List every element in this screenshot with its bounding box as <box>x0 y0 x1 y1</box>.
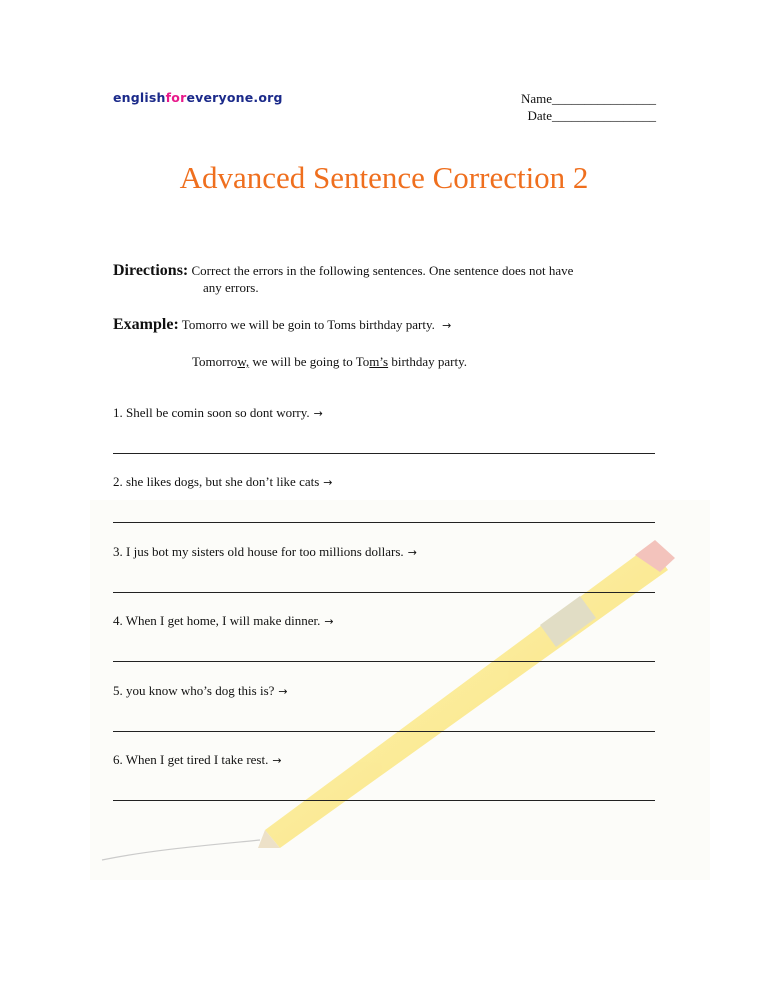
answer-correction: m’s <box>369 354 389 369</box>
directions-label: Directions: <box>113 262 189 279</box>
answer-correction: w, <box>237 354 250 369</box>
logo-part-english: english <box>113 90 166 105</box>
arrow-icon: → <box>323 476 333 489</box>
question-text: 3. I jus bot my sisters old house for too millions dollars. <box>113 544 404 559</box>
answer-line-5[interactable] <box>113 731 655 732</box>
answer-line-2[interactable] <box>113 522 655 523</box>
question-2 <box>113 474 333 490</box>
answer-line-6[interactable] <box>113 800 655 801</box>
logo-part-everyone: everyone.org <box>186 90 283 105</box>
arrow-icon: → <box>324 615 334 628</box>
answer-seg: Tomorro <box>192 354 238 369</box>
directions-block <box>113 262 673 296</box>
answer-seg: we will be going to To <box>249 354 370 369</box>
answer-seg: birthday party. <box>388 354 468 369</box>
answer-line-4[interactable] <box>113 661 655 662</box>
site-logo <box>113 90 283 105</box>
directions-text-line1: Correct the errors in the following sentences. One sentence does not have <box>191 263 574 278</box>
question-text: 2. she likes dogs, but she don’t like cats <box>113 474 320 489</box>
question-6 <box>113 752 282 768</box>
name-field-label: Name________________ <box>520 91 656 106</box>
example-block <box>113 316 451 334</box>
logo-part-for: for <box>165 90 187 105</box>
question-text: 5. you know who’s dog this is? <box>113 683 275 698</box>
question-text: 6. When I get tired I take rest. <box>113 752 269 767</box>
question-5 <box>113 683 288 699</box>
arrow-icon: → <box>407 546 417 559</box>
directions-text-line2: any errors. <box>203 280 259 295</box>
example-label: Example: <box>113 316 179 333</box>
arrow-icon: → <box>278 685 288 698</box>
arrow-icon: → <box>272 754 282 767</box>
question-3 <box>113 544 417 560</box>
date-field-label: Date________________ <box>527 108 656 123</box>
question-4 <box>113 613 334 629</box>
arrow-icon: → <box>442 319 452 332</box>
answer-line-3[interactable] <box>113 592 655 593</box>
question-text: 1. Shell be comin soon so dont worry. <box>113 405 310 420</box>
arrow-icon: → <box>313 407 323 420</box>
question-1 <box>113 405 323 421</box>
question-text: 4. When I get home, I will make dinner. <box>113 613 321 628</box>
answer-line-1[interactable] <box>113 453 655 454</box>
page-title: Advanced Sentence Correction 2 <box>179 160 589 195</box>
example-sentence: Tomorro we will be goin to Toms birthday party. <box>181 317 435 332</box>
example-answer <box>192 354 467 370</box>
